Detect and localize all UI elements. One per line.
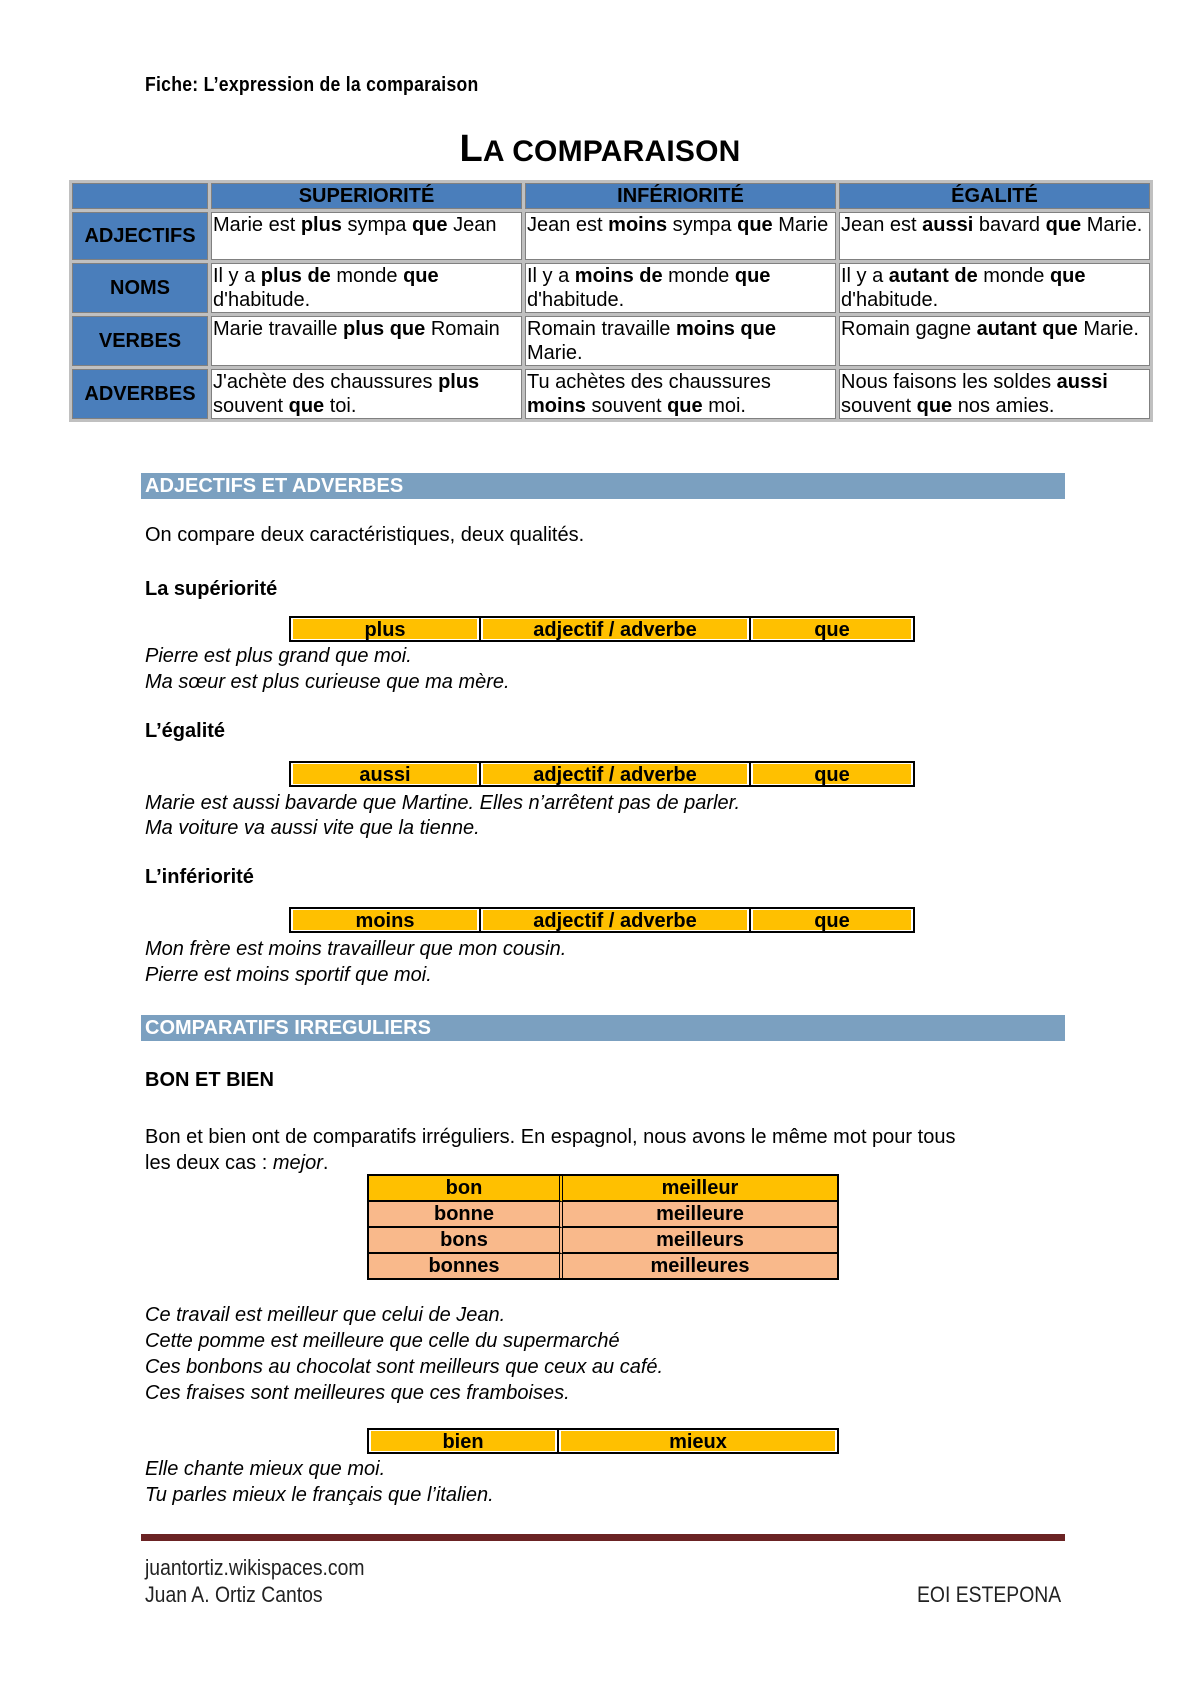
example-superiority-1: Pierre est plus grand que moi. <box>145 645 412 667</box>
heading-inferiority: L’infériorité <box>145 866 254 888</box>
keyword-text: que <box>737 214 773 236</box>
overview-row-adverbes <box>72 369 1150 419</box>
section-bar-comparatifs-irreguliers: COMPARATIFS IRREGULIERS <box>141 1015 1065 1041</box>
pattern-cell: moins <box>293 910 477 930</box>
column-header-equality: ÉGALITÉ <box>839 183 1150 209</box>
section-bar-adjectifs-adverbes: ADJECTIFS ET ADVERBES <box>141 473 1065 499</box>
bon-meilleur-table <box>367 1174 839 1280</box>
pattern-cell: adjectif / adverbe <box>483 619 747 639</box>
example-bien-1: Elle chante mieux que moi. <box>145 1458 386 1480</box>
pattern-bien-mieux <box>367 1428 839 1454</box>
footer-author: Juan A. Ortiz Cantos <box>145 1582 323 1607</box>
cell-text: monde <box>662 265 735 287</box>
example-equality-2: Ma voiture va aussi vite que la tienne. <box>145 817 480 839</box>
keyword-text: aussi <box>1056 371 1108 393</box>
example-inferiority-1: Mon frère est moins travailleur que mon cousin. <box>145 938 567 960</box>
pattern-cell: plus <box>293 619 477 639</box>
cell-text: sympa <box>341 214 412 236</box>
keyword-text: plus <box>438 371 480 393</box>
cell-text: Il y a <box>841 265 889 287</box>
pattern-cell: que <box>753 619 911 639</box>
pattern-divider <box>479 618 481 640</box>
table-cell: bonnes <box>369 1254 563 1278</box>
overview-cell <box>211 263 522 313</box>
cell-text: Marie est <box>213 214 301 236</box>
intro-italic-word: mejor <box>272 1152 323 1174</box>
cell-text: d'habitude. <box>841 289 939 311</box>
column-header-inferiority: INFÉRIORITÉ <box>525 183 836 209</box>
cell-text: sympa <box>667 214 738 236</box>
keyword-text: que <box>411 214 448 236</box>
table-row <box>369 1228 837 1254</box>
overview-row-noms <box>72 263 1150 313</box>
cell-text: Jean <box>447 214 497 236</box>
keyword-text: que <box>667 395 703 417</box>
pattern-equality <box>289 761 915 787</box>
keyword-text: que <box>1045 214 1082 236</box>
table-cell: meilleur <box>563 1176 837 1202</box>
cell-text: monde <box>330 265 404 287</box>
keyword-text: que <box>734 265 771 287</box>
pattern-divider <box>749 909 751 931</box>
overview-cell <box>211 369 522 419</box>
footer-divider <box>141 1534 1065 1541</box>
cell-text: J'achète des chaussures <box>213 371 439 393</box>
row-header: ADVERBES <box>72 369 208 419</box>
overview-cell <box>839 263 1150 313</box>
overview-cell <box>839 212 1150 260</box>
keyword-text: aussi <box>922 214 974 236</box>
keyword-text: que <box>916 395 953 417</box>
table-cell: meilleures <box>563 1254 837 1278</box>
cell-text: Marie <box>772 214 829 236</box>
keyword-text: moins que <box>675 318 776 340</box>
footer-school: EOI ESTEPONA <box>917 1582 1062 1607</box>
pattern-divider <box>557 1430 559 1452</box>
heading-bon-et-bien: BON ET BIEN <box>145 1069 274 1091</box>
heading-equality: L’égalité <box>145 720 226 742</box>
irreg-intro-line-1: Bon et bien ont de comparatifs irréguliers. En espagnol, nous avons le même mot pour tous <box>145 1126 956 1148</box>
intro-end: . <box>322 1152 329 1174</box>
pattern-cell: que <box>753 910 911 930</box>
cell-text: nos amies. <box>952 395 1055 417</box>
example-bon-4: Ces fraises sont meilleures que ces framboises. <box>145 1382 570 1404</box>
irreg-intro-line-2 <box>145 1150 328 1176</box>
overview-table-body <box>72 212 1150 419</box>
adj-intro-text: On compare deux caractéristiques, deux qualités. <box>145 524 585 546</box>
row-header: ADJECTIFS <box>72 212 208 260</box>
overview-cell <box>839 316 1150 366</box>
cell-text: Romain travaille <box>527 318 676 340</box>
overview-row-adjectifs <box>72 212 1150 260</box>
keyword-text: autant que <box>976 318 1078 340</box>
keyword-text: moins de <box>574 265 663 287</box>
cell-text: souvent <box>213 395 289 417</box>
example-bien-2: Tu parles mieux le français que l’italien. <box>145 1484 494 1506</box>
keyword-text: plus <box>300 214 342 236</box>
table-corner-cell <box>72 183 208 209</box>
cell-text: toi. <box>324 395 357 417</box>
example-equality-1: Marie est aussi bavarde que Martine. Elles n’arrêtent pas de parler. <box>145 792 741 814</box>
cell-text: monde <box>977 265 1050 287</box>
pattern-inferiority <box>289 907 915 933</box>
cell-text: Jean est <box>527 214 609 236</box>
example-bon-3: Ces bonbons au chocolat sont meilleurs que ceux au café. <box>145 1356 664 1378</box>
overview-row-verbes <box>72 316 1150 366</box>
overview-cell <box>211 316 522 366</box>
keyword-text: plus que <box>343 318 426 340</box>
example-bon-2: Cette pomme est meilleure que celle du supermarché <box>145 1330 620 1352</box>
keyword-text: moins <box>527 395 586 417</box>
cell-text: Jean est <box>841 214 923 236</box>
keyword-text: moins <box>608 214 668 236</box>
overview-cell <box>525 212 836 260</box>
cell-text: Il y a <box>213 265 261 287</box>
pattern-divider <box>749 618 751 640</box>
example-superiority-2: Ma sœur est plus curieuse que ma mère. <box>145 671 510 693</box>
cell-text: souvent <box>585 395 668 417</box>
cell-text: d'habitude. <box>527 289 625 311</box>
keyword-text: que <box>403 265 439 287</box>
cell-text: Marie travaille <box>213 318 344 340</box>
keyword-text: autant de <box>888 265 978 287</box>
cell-text: Romain <box>425 318 500 340</box>
intro-text: les deux cas : <box>145 1152 273 1174</box>
pattern-cell: mieux <box>561 1431 835 1451</box>
pattern-cell: bien <box>371 1431 555 1451</box>
overview-cell <box>211 212 522 260</box>
page-title <box>0 128 1200 171</box>
cell-text: Marie. <box>527 342 583 364</box>
table-row <box>369 1202 837 1228</box>
pattern-cell: que <box>753 764 911 784</box>
pattern-cell: adjectif / adverbe <box>483 910 747 930</box>
overview-cell <box>525 369 836 419</box>
overview-cell <box>525 316 836 366</box>
pattern-cell: adjectif / adverbe <box>483 764 747 784</box>
table-cell: meilleure <box>563 1202 837 1228</box>
page-title-rest: A COMPARAISON <box>482 135 741 168</box>
keyword-text: plus de <box>260 265 331 287</box>
cell-text: Marie. <box>1081 214 1143 236</box>
cell-text: souvent <box>841 395 917 417</box>
pattern-divider <box>479 763 481 785</box>
keyword-text: que <box>288 395 325 417</box>
pattern-cell: aussi <box>293 764 477 784</box>
footer-site: juantortiz.wikispaces.com <box>145 1555 365 1580</box>
overview-cell <box>525 263 836 313</box>
example-inferiority-2: Pierre est moins sportif que moi. <box>145 964 432 986</box>
table-row <box>369 1254 837 1278</box>
page-title-initial: L <box>459 128 483 170</box>
table-cell: meilleurs <box>563 1228 837 1254</box>
cell-text: moi. <box>702 395 746 417</box>
keyword-text: que <box>1049 265 1086 287</box>
cell-text: Il y a <box>527 265 575 287</box>
heading-superiority: La supériorité <box>145 578 278 600</box>
pattern-divider <box>749 763 751 785</box>
cell-text: bavard <box>973 214 1046 236</box>
cell-text: Marie. <box>1077 318 1139 340</box>
document-header: Fiche: L’expression de la comparaison <box>145 74 479 96</box>
row-header: NOMS <box>72 263 208 313</box>
cell-text: Tu achètes des chaussures <box>527 371 771 393</box>
pattern-superiority <box>289 616 915 642</box>
table-cell: bon <box>369 1176 563 1202</box>
cell-text: Romain gagne <box>841 318 977 340</box>
cell-text: Nous faisons les soldes <box>841 371 1057 393</box>
example-bon-1: Ce travail est meilleur que celui de Jean. <box>145 1304 506 1326</box>
table-cell: bons <box>369 1228 563 1254</box>
table-row <box>369 1176 837 1202</box>
row-header: VERBES <box>72 316 208 366</box>
pattern-divider <box>479 909 481 931</box>
comparison-overview-table <box>69 180 1153 422</box>
overview-cell <box>839 369 1150 419</box>
table-cell: bonne <box>369 1202 563 1228</box>
column-header-superiority: SUPERIORITÉ <box>211 183 522 209</box>
cell-text: d'habitude. <box>213 289 311 311</box>
